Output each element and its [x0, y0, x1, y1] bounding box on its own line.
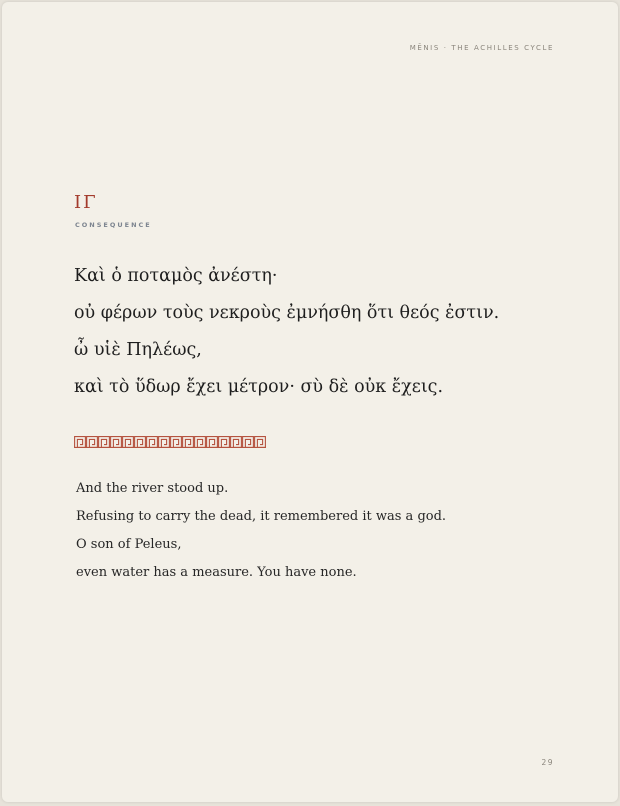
english-line: And the river stood up. — [76, 481, 229, 496]
english-line: Refusing to carry the dead, it remembered it was a god. — [76, 509, 447, 524]
page-number: 29 — [541, 758, 554, 767]
page — [2, 2, 618, 802]
english-line: O son of Peleus, — [76, 537, 182, 552]
section-label: CONSEQUENCE — [75, 221, 152, 229]
greek-line: οὐ φέρων τοὺς νεκροὺς ἐμνήσθη ὅτι θεός ἐστιν. — [74, 303, 500, 323]
greek-line: Καὶ ὁ ποταμὸς ἀνέστη· — [74, 266, 278, 286]
running-head: MĒNIS · THE ACHILLES CYCLE — [409, 44, 554, 52]
greek-line: ὦ υἱὲ Πηλέως, — [74, 340, 202, 360]
section-numeral: ΙΓ — [74, 192, 98, 213]
greek-verse — [74, 258, 574, 406]
english-line: even water has a measure. You have none. — [76, 565, 357, 580]
english-translation — [76, 475, 556, 587]
greek-line: καὶ τὸ ὕδωρ ἔχει μέτρον· σὺ δὲ οὐκ ἔχεις. — [74, 377, 444, 397]
greek-key-ornament-icon — [74, 436, 268, 448]
